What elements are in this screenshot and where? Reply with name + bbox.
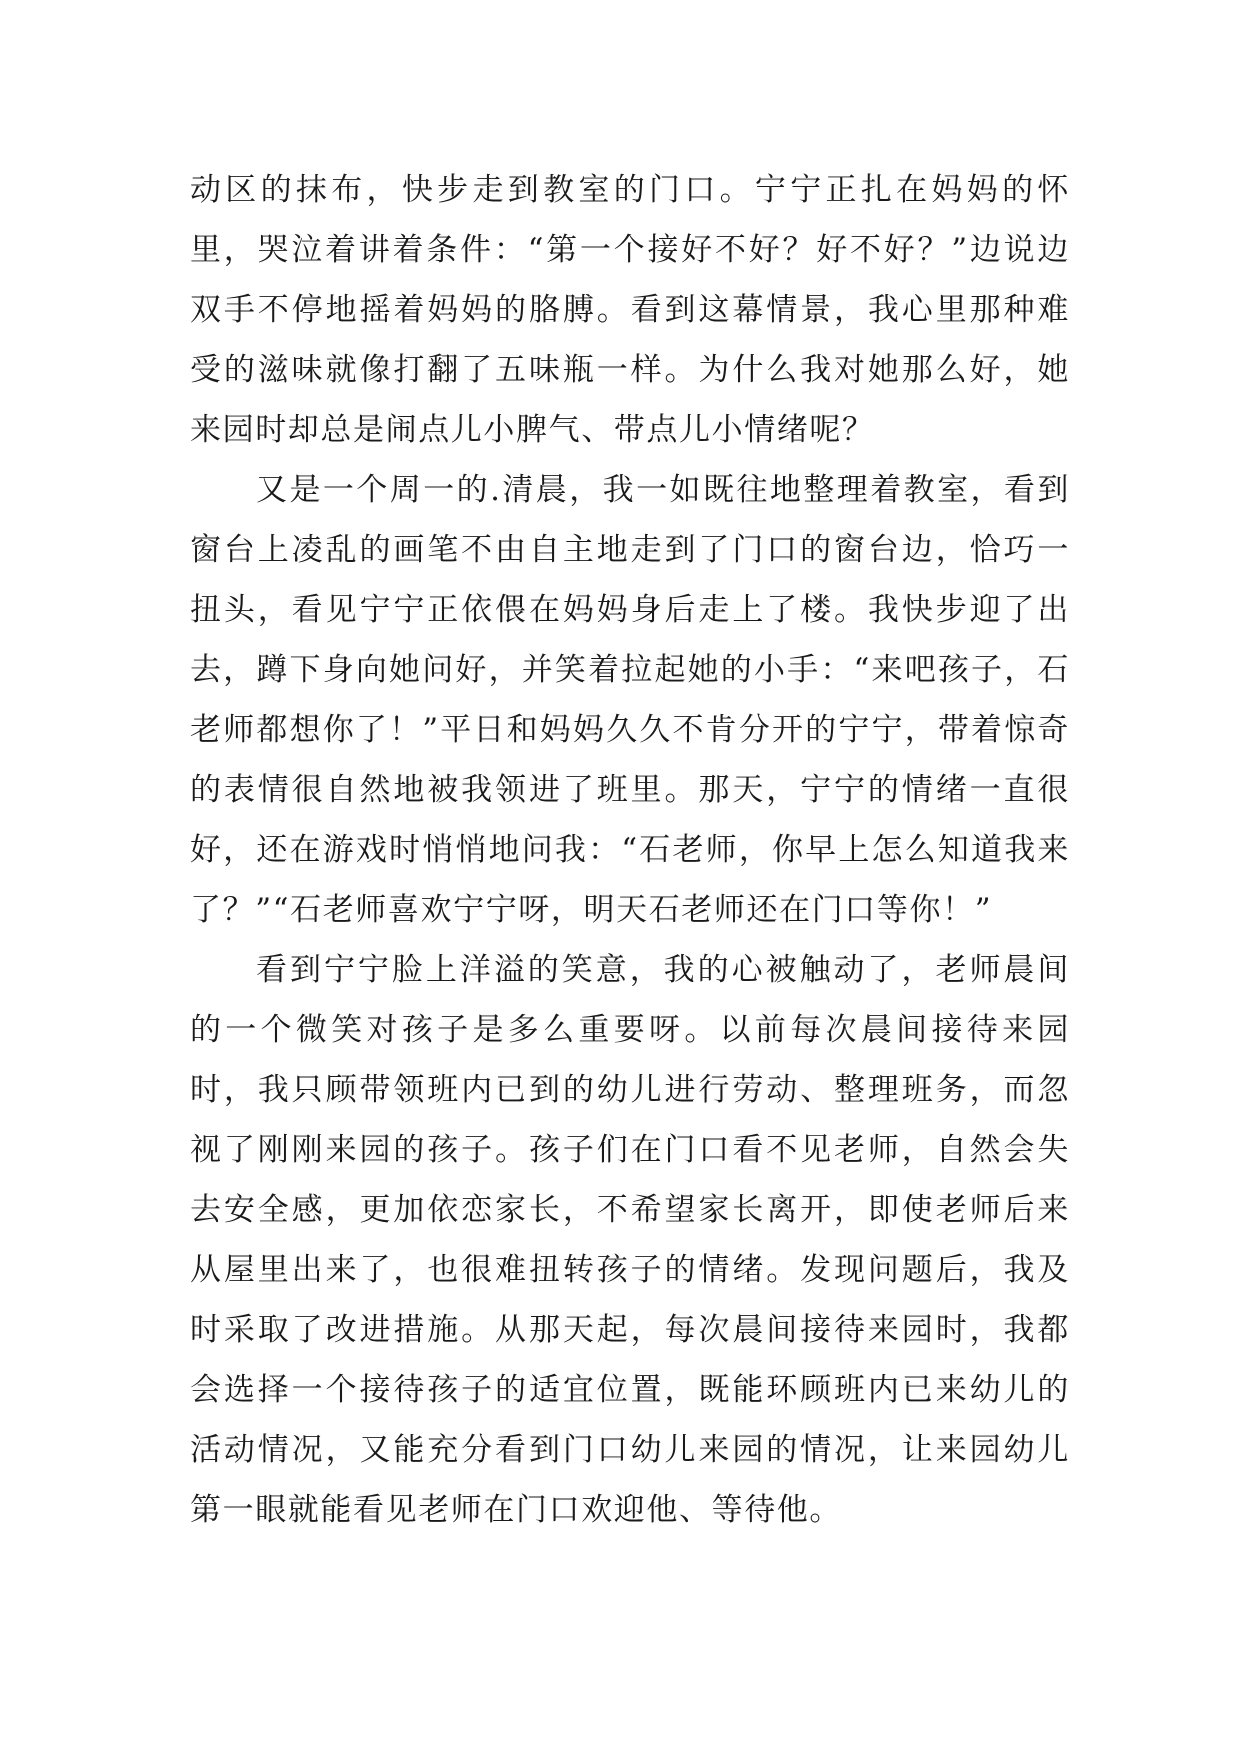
paragraph-2: 又是一个周一的.清晨，我一如既往地整理着教室，看到窗台上凌乱的画笔不由自主地走到了门口的窗台边，恰巧一扭头，看见宁宁正依偎在妈妈身后走上了楼。我快步迎了出去，蹲下身向她问好，并笑着拉起她的小手：“来吧孩子，石老师都想你了！”平日和妈妈久久不肯分开的宁宁，带着惊奇的表情很自然地被我领进了班里。那天，宁宁的情绪一直很好，还在游戏时悄悄地问我：“石老师，你早上怎么知道我来了？”“石老师喜欢宁宁呀，明天石老师还在门口等你！” xyxy=(190,472,1070,928)
paragraph-1: 动区的抹布，快步走到教室的门口。宁宁正扎在妈妈的怀里，哭泣着讲着条件：“第一个接好不好？好不好？”边说边双手不停地摇着妈妈的胳膊。看到这幕情景，我心里那种难受的滋味就像打翻了五味瓶一样。为什么我对她那么好，她来园时却总是闹点儿小脾气、带点儿小情绪呢？ xyxy=(190,172,1070,448)
paragraph-3: 看到宁宁脸上洋溢的笑意，我的心被触动了，老师晨间的一个微笑对孩子是多么重要呀。以前每次晨间接待来园时，我只顾带领班内已到的幼儿进行劳动、整理班务，而忽视了刚刚来园的孩子。孩子们在门口看不见老师，自然会失去安全感，更加依恋家长，不希望家长离开，即使老师后来从屋里出来了，也很难扭转孩子的情绪。发现问题后，我及时采取了改进措施。从那天起，每次晨间接待来园时，我都会选择一个接待孩子的适宜位置，既能环顾班内已来幼儿的活动情况，又能充分看到门口幼儿来园的情况，让来园幼儿第一眼就能看见老师在门口欢迎他、等待他。 xyxy=(190,952,1070,1528)
body-text xyxy=(190,160,1070,1540)
